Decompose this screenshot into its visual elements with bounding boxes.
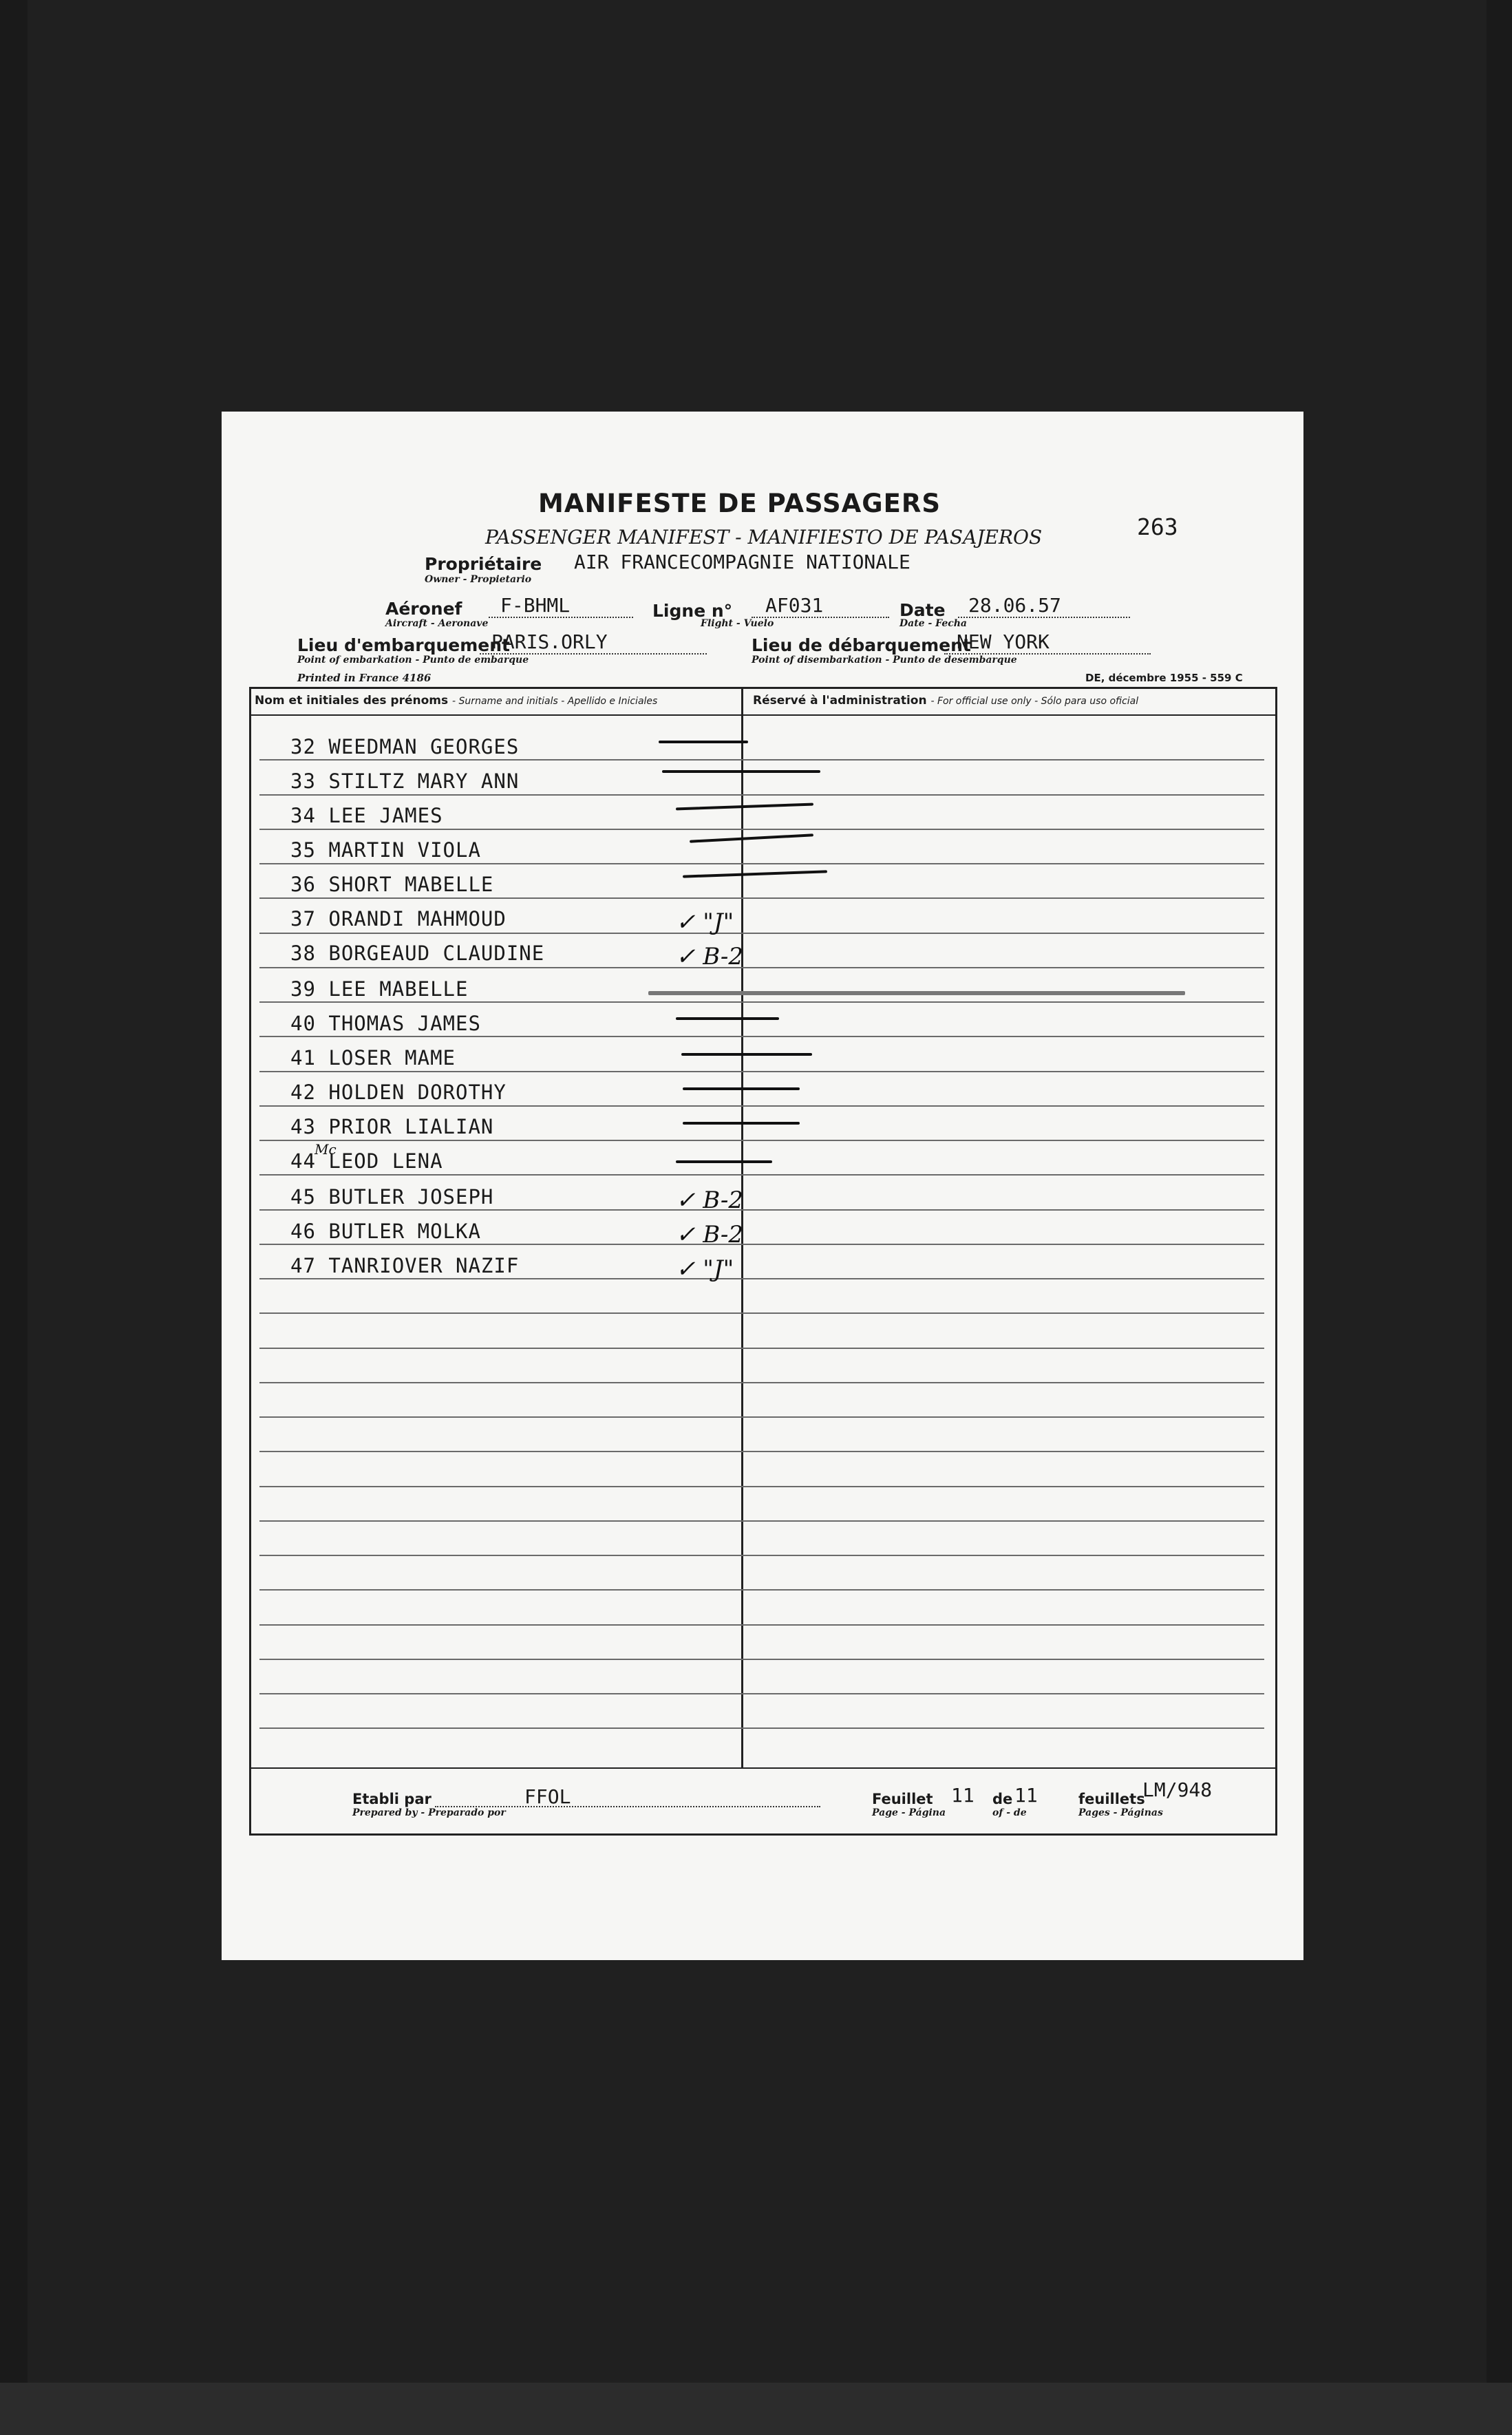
admin-note: ✓ B-2 bbox=[676, 1221, 744, 1248]
row-number: 43 bbox=[290, 1115, 316, 1138]
list-item bbox=[290, 1185, 493, 1209]
table-bottom-border bbox=[249, 1833, 1277, 1836]
sheets-label: feuillets bbox=[1078, 1791, 1145, 1807]
document-title: MANIFESTE DE PASSAGERS bbox=[538, 489, 941, 518]
passenger-name: LOSER MAME bbox=[328, 1046, 456, 1070]
passenger-name: LEE MABELLE bbox=[328, 977, 469, 1001]
list-item bbox=[290, 907, 507, 931]
disembarkation-label: Lieu de débarquement bbox=[752, 635, 971, 655]
row-number: 41 bbox=[290, 1046, 316, 1070]
list-item bbox=[290, 977, 468, 1001]
sheets-value: LM/948 bbox=[1142, 1778, 1213, 1801]
check-mark bbox=[659, 741, 748, 743]
admin-note-text: B-2 bbox=[703, 1221, 744, 1248]
row-number: 34 bbox=[290, 804, 316, 827]
row-number: 44 bbox=[290, 1149, 316, 1173]
disembarkation-value: NEW YORK bbox=[957, 630, 1050, 653]
row-number: 36 bbox=[290, 873, 316, 896]
footer-divider bbox=[249, 1767, 1277, 1769]
check-mark bbox=[683, 870, 827, 878]
passenger-name: BUTLER MOLKA bbox=[328, 1220, 481, 1243]
flight-value: AF031 bbox=[765, 594, 824, 617]
check-mark bbox=[683, 1122, 800, 1125]
passenger-name: SHORT MABELLE bbox=[328, 873, 494, 896]
list-item bbox=[290, 873, 493, 896]
row-number: 40 bbox=[290, 1012, 316, 1035]
passenger-name: ORANDI MAHMOUD bbox=[328, 907, 507, 931]
list-item bbox=[290, 1012, 481, 1035]
check-mark bbox=[676, 1017, 779, 1020]
passenger-name: LEOD LENA bbox=[328, 1149, 443, 1173]
owner-value: AIR FRANCECOMPAGNIE NATIONALE bbox=[574, 551, 911, 573]
passenger-name: MARTIN VIOLA bbox=[328, 838, 481, 862]
row-number: 47 bbox=[290, 1254, 316, 1277]
row-number: 32 bbox=[290, 735, 316, 758]
row-number: 39 bbox=[290, 977, 316, 1001]
of-sublabel: of - de bbox=[992, 1807, 1027, 1818]
admin-note: ✓ "J" bbox=[676, 908, 734, 936]
prepared-underline bbox=[435, 1806, 820, 1807]
row-number: 42 bbox=[290, 1081, 316, 1104]
list-item bbox=[290, 1046, 456, 1070]
list-item bbox=[290, 769, 519, 793]
list-item bbox=[290, 1220, 481, 1243]
sheets-sublabel: Pages - Páginas bbox=[1078, 1807, 1163, 1818]
date-underline bbox=[958, 617, 1130, 618]
film-edge bbox=[0, 2383, 1512, 2435]
list-item bbox=[290, 838, 481, 862]
passenger-name: STILTZ MARY ANN bbox=[328, 769, 520, 793]
passenger-name: THOMAS JAMES bbox=[328, 1012, 481, 1035]
owner-sublabel: Owner - Propietario bbox=[425, 574, 532, 585]
embarkation-value: PARIS.ORLY bbox=[491, 630, 608, 653]
column-header-admin-label: Réservé à l'administration bbox=[753, 694, 927, 708]
list-item bbox=[290, 1115, 493, 1138]
passenger-name: HOLDEN DOROTHY bbox=[328, 1081, 507, 1104]
flight-sublabel: Flight - Vuelo bbox=[701, 618, 774, 629]
column-header-admin bbox=[753, 694, 1138, 708]
list-item bbox=[290, 804, 443, 827]
date-value: 28.06.57 bbox=[968, 594, 1061, 617]
column-header-names-label: Nom et initiales des prénoms bbox=[255, 694, 449, 708]
document-subtitle: PASSENGER MANIFEST - MANIFIESTO DE PASAJEROS bbox=[485, 526, 1043, 549]
aircraft-label: Aéronef bbox=[385, 599, 462, 619]
passenger-name: LEE JAMES bbox=[328, 804, 443, 827]
list-item bbox=[290, 1254, 519, 1277]
page-number: 263 bbox=[1137, 513, 1178, 540]
passenger-name: BUTLER JOSEPH bbox=[328, 1185, 494, 1209]
admin-note: ✓ B-2 bbox=[676, 943, 744, 970]
date-label: Date bbox=[899, 600, 946, 620]
disembarkation-sublabel: Point of disembarkation - Punto de desembarque bbox=[752, 655, 1017, 666]
flight-underline bbox=[752, 617, 889, 618]
of-label: de bbox=[992, 1791, 1013, 1807]
column-header-names bbox=[255, 694, 657, 708]
row-number: 37 bbox=[290, 907, 316, 931]
passenger-name: TANRIOVER NAZIF bbox=[328, 1254, 520, 1277]
check-mark bbox=[676, 1160, 772, 1163]
prepared-value: FFOL bbox=[524, 1785, 571, 1808]
owner-label: Propriétaire bbox=[425, 554, 542, 574]
disembarkation-underline bbox=[944, 653, 1151, 655]
sheet-value: 11 bbox=[951, 1784, 975, 1807]
passenger-name: PRIOR LIALIAN bbox=[328, 1115, 494, 1138]
embarkation-underline bbox=[480, 653, 707, 655]
aircraft-underline bbox=[489, 617, 633, 618]
flight-label: Ligne n° bbox=[652, 601, 733, 621]
table-left-border bbox=[249, 687, 251, 1835]
handwritten-prefix: Mc bbox=[315, 1141, 337, 1158]
printed-note: Printed in France 4186 bbox=[297, 672, 432, 684]
passenger-name: WEEDMAN GEORGES bbox=[328, 735, 520, 758]
admin-note-text: "J" bbox=[703, 908, 734, 936]
prepared-sublabel: Prepared by - Preparado por bbox=[352, 1807, 506, 1818]
table-top-border bbox=[249, 687, 1277, 689]
list-item bbox=[290, 1081, 507, 1104]
sheet-label: Feuillet bbox=[872, 1791, 933, 1807]
admin-note-text: B-2 bbox=[703, 1187, 744, 1214]
list-item bbox=[290, 942, 544, 965]
embarkation-label: Lieu d'embarquement bbox=[297, 635, 511, 655]
admin-note: ✓ "J" bbox=[676, 1255, 734, 1283]
check-mark bbox=[681, 1053, 812, 1056]
row-number: 45 bbox=[290, 1185, 316, 1209]
check-mark bbox=[690, 833, 813, 842]
table-header-border bbox=[249, 714, 1277, 716]
table-right-border bbox=[1275, 687, 1277, 1835]
aircraft-value: F-BHML bbox=[500, 594, 571, 617]
sheet-sublabel: Page - Página bbox=[872, 1807, 946, 1818]
column-header-admin-sublabel: - For official use only - Sólo para uso oficial bbox=[930, 696, 1139, 707]
form-code: DE, décembre 1955 - 559 C bbox=[1085, 672, 1243, 684]
list-item bbox=[290, 735, 519, 758]
admin-note-text: "J" bbox=[703, 1255, 734, 1283]
admin-note: ✓ B-2 bbox=[676, 1187, 744, 1214]
embarkation-sublabel: Point of embarkation - Punto de embarque bbox=[297, 655, 529, 666]
row-number: 46 bbox=[290, 1220, 316, 1243]
passenger-name: BORGEAUD CLAUDINE bbox=[328, 942, 545, 965]
strike-mark bbox=[648, 991, 1185, 995]
row-number: 33 bbox=[290, 769, 316, 793]
check-mark bbox=[662, 770, 820, 773]
column-header-names-sublabel: - Surname and initials - Apellido e Iniciales bbox=[452, 696, 658, 707]
row-number: 38 bbox=[290, 942, 316, 965]
check-mark bbox=[676, 803, 813, 811]
date-sublabel: Date - Fecha bbox=[899, 618, 967, 629]
of-value: 11 bbox=[1014, 1784, 1038, 1807]
manifest-page bbox=[222, 412, 1303, 1960]
prepared-label: Etabli par bbox=[352, 1791, 432, 1807]
list-item bbox=[290, 1149, 443, 1173]
row-number: 35 bbox=[290, 838, 316, 862]
aircraft-sublabel: Aircraft - Aeronave bbox=[385, 618, 489, 629]
check-mark bbox=[683, 1087, 800, 1090]
admin-note-text: B-2 bbox=[703, 943, 744, 970]
